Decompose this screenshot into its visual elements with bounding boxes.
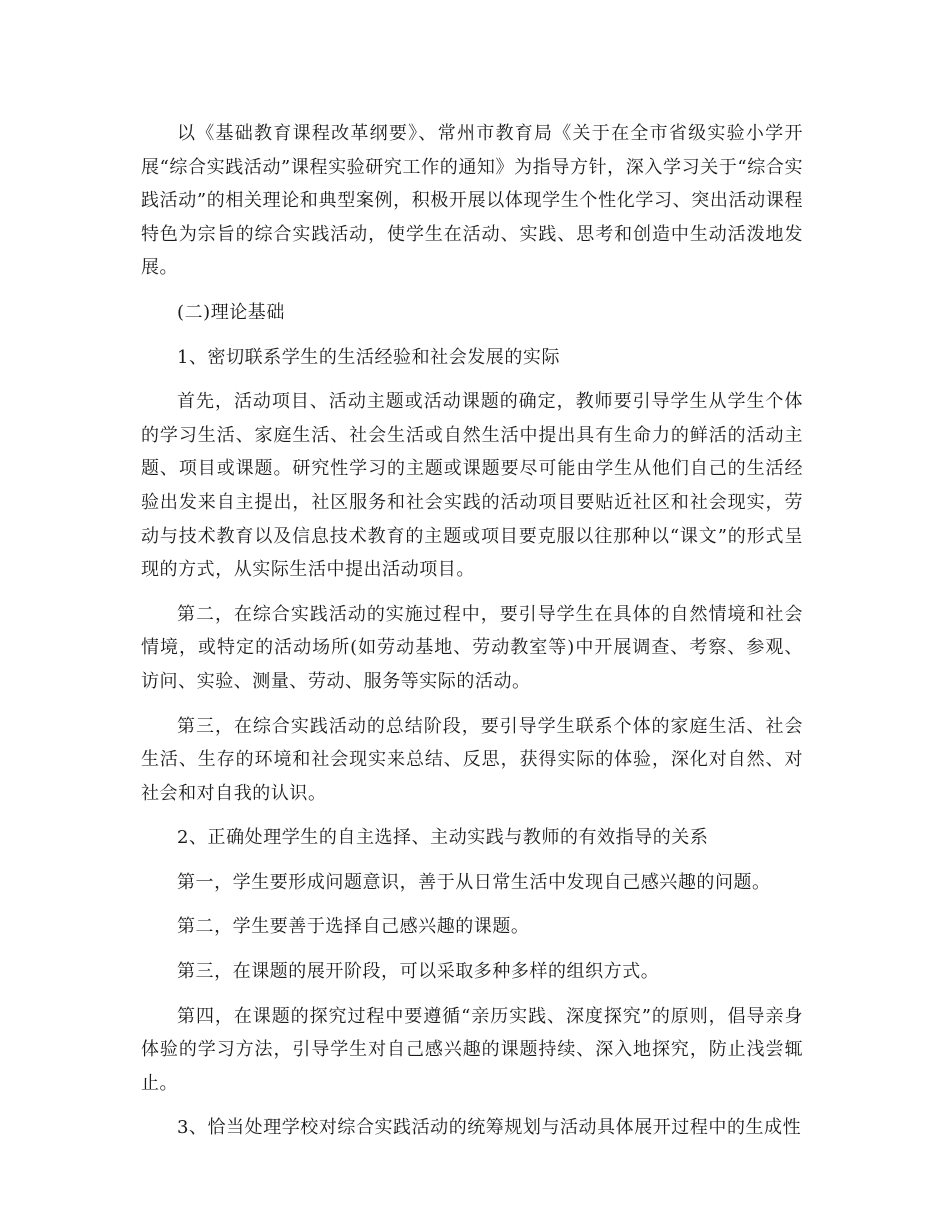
paragraph-point2-third: 第三，在课题的展开阶段，可以采取多种多样的组织方式。 bbox=[177, 961, 660, 983]
subheading-point-2: 2、正确处理学生的自主选择、主动实践与教师的有效指导的关系 bbox=[177, 827, 709, 849]
paragraph-point2-second: 第二，学生要善于选择自己感兴趣的课题。 bbox=[177, 916, 530, 938]
subheading-point-3: 3、恰当处理学校对综合实践活动的统筹规划与活动具体展开过程中的生成性 bbox=[177, 1117, 802, 1139]
document-body bbox=[141, 117, 803, 1156]
paragraph-point2-first: 第一，学生要形成问题意识，善于从日常生活中发现自己感兴趣的问题。 bbox=[177, 871, 771, 893]
subheading-point-1: 1、密切联系学生的生活经验和社会发展的实际 bbox=[177, 346, 560, 368]
paragraph-second: 第二，在综合实践活动的实施过程中，要引导学生在具体的自然情境和社会情境，或特定的活动场所(如劳动基地、劳动教室等)中开展调查、考察、参观、访问、实验、测量、劳动、服务等实际的活动。 bbox=[141, 603, 803, 692]
paragraph-point2-fourth: 第四，在课题的探究过程中要遵循“亲历实践、深度探究”的原则，倡导亲身体验的学习方法，引导学生对自己感兴趣的课题持续、深入地探究，防止浅尝辄止。 bbox=[141, 1005, 803, 1094]
paragraph-third: 第三，在综合实践活动的总结阶段，要引导学生联系个体的家庭生活、社会生活、生存的环境和社会现实来总结、反思，获得实际的体验，深化对自然、对社会和对自我的认识。 bbox=[141, 715, 803, 804]
paragraph-guiding-policy: 以《基础教育课程改革纲要》、常州市教育局《关于在全市省级实验小学开展“综合实践活动”课程实验研究工作的通知》为指导方针，深入学习关于“综合实践活动”的相关理论和典型案例，积极开展以体现学生个性化学习、突出活动课程特色为宗旨的综合实践活动，使学生在活动、实践、思考和创造中生动活泼地发展。 bbox=[141, 123, 803, 279]
section-heading-theory-basis: (二)理论基础 bbox=[177, 301, 285, 323]
paragraph-first: 首先，活动项目、活动主题或活动课题的确定，教师要引导学生从学生个体的学习生活、家庭生活、社会生活或自然生活中提出具有生命力的鲜活的活动主题、项目或课题。研究性学习的主题或课题要尽可能由学生从他们自己的生活经验出发来自主提出，社区服务和社会实践的活动项目要贴近社区和社会现实，劳动与技术教育以及信息技术教育的主题或项目要克服以往那种以“课文”的形式呈现的方式，从实际生活中提出活动项目。 bbox=[141, 391, 803, 581]
